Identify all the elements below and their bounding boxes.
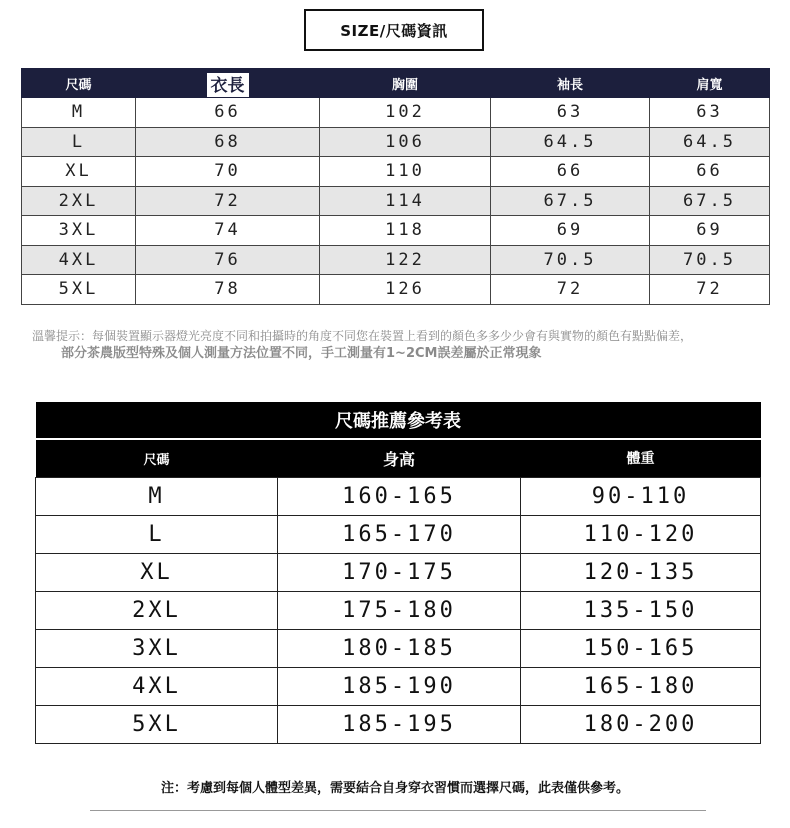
table-cell: 90-110: [521, 477, 761, 515]
table-cell: 70.5: [491, 245, 650, 275]
table-cell: M: [36, 477, 278, 515]
table-row: [36, 553, 761, 591]
table-cell: 4XL: [36, 667, 278, 705]
table-cell: 175-180: [278, 591, 521, 629]
table-row: [36, 629, 761, 667]
table-header-row: [36, 439, 761, 477]
table-cell: 68: [136, 127, 320, 157]
table-cell: 2XL: [36, 591, 278, 629]
table-cell: 102: [320, 98, 491, 128]
table-cell: 78: [136, 275, 320, 305]
table-cell: 66: [491, 157, 650, 187]
table-row: [36, 705, 761, 743]
table-cell: 72: [650, 275, 770, 305]
table-cell: 106: [320, 127, 491, 157]
size-recommendation-table: [35, 402, 761, 744]
header-shoulder: 肩寬: [650, 69, 770, 98]
table-cell: 76: [136, 245, 320, 275]
table-row: [22, 245, 770, 275]
table-row: [36, 477, 761, 515]
table-cell: XL: [22, 157, 136, 187]
table-cell: 66: [650, 157, 770, 187]
table-row: [22, 127, 770, 157]
footnote: 注：考慮到每個人體型差異，需要結合自身穿衣習慣而選擇尺碼，此表僅供參考。: [160, 781, 629, 796]
header-length: [136, 69, 320, 98]
table-cell: 185-195: [278, 705, 521, 743]
divider: [90, 810, 706, 811]
table-cell: 66: [136, 98, 320, 128]
table-cell: 180-200: [521, 705, 761, 743]
table-cell: 150-165: [521, 629, 761, 667]
table-cell: 120-135: [521, 553, 761, 591]
table-cell: 64.5: [650, 127, 770, 157]
table-cell: M: [22, 98, 136, 128]
table-cell: 72: [136, 186, 320, 216]
header-length-label: 衣長: [207, 73, 249, 97]
header-weight: 體重: [626, 451, 655, 468]
table-cell: 72: [491, 275, 650, 305]
table-row: [22, 98, 770, 128]
table-cell: 110: [320, 157, 491, 187]
table-cell: 70.5: [650, 245, 770, 275]
table-cell: 165-170: [278, 515, 521, 553]
table-row: [36, 667, 761, 705]
table-header-row: [22, 69, 770, 98]
table-cell: 63: [650, 98, 770, 128]
table-cell: 165-180: [521, 667, 761, 705]
table-cell: 67.5: [491, 186, 650, 216]
table-cell: 180-185: [278, 629, 521, 667]
table-row: [22, 157, 770, 187]
table-row: [22, 186, 770, 216]
header-size: 尺碼: [143, 452, 170, 468]
table-cell: 110-120: [521, 515, 761, 553]
table-cell: 63: [491, 98, 650, 128]
notice-line-1: 溫馨提示：每個裝置顯示器燈光亮度不同和拍攝時的角度不同您在裝置上看到的顏色多多少少會有與實物的顏色有點點偏差，: [32, 329, 693, 343]
notice-line-2: 部分茶農版型特殊及個人測量方法位置不同，手工測量有1~2CM誤差屬於正常現象: [61, 346, 542, 361]
table-cell: 185-190: [278, 667, 521, 705]
table-cell: L: [22, 127, 136, 157]
table-cell: 5XL: [22, 275, 136, 305]
table-row: [36, 591, 761, 629]
header-height: 身高: [382, 449, 415, 469]
table-row: [36, 515, 761, 553]
table-cell: 160-165: [278, 477, 521, 515]
table-cell: 64.5: [491, 127, 650, 157]
table-cell: 4XL: [22, 245, 136, 275]
page-title: SIZE/尺碼資訊: [304, 9, 484, 51]
table-row: [22, 216, 770, 246]
table-cell: 2XL: [22, 186, 136, 216]
table-cell: 114: [320, 186, 491, 216]
table-cell: L: [36, 515, 278, 553]
table-cell: 3XL: [36, 629, 278, 667]
header-size: 尺碼: [22, 69, 136, 98]
table-cell: 5XL: [36, 705, 278, 743]
table-caption-row: [36, 402, 761, 439]
table-row: [22, 275, 770, 305]
table-cell: 70: [136, 157, 320, 187]
table-cell: 74: [136, 216, 320, 246]
table-cell: 67.5: [650, 186, 770, 216]
notice-text: [32, 327, 772, 363]
table-caption: 尺碼推薦參考表: [36, 402, 761, 439]
header-chest: 胸圍: [320, 69, 491, 98]
table-cell: 126: [320, 275, 491, 305]
table-cell: XL: [36, 553, 278, 591]
table-cell: 3XL: [22, 216, 136, 246]
size-measurement-table: [21, 68, 770, 305]
table-cell: 69: [491, 216, 650, 246]
table-cell: 122: [320, 245, 491, 275]
table-cell: 69: [650, 216, 770, 246]
table-cell: 118: [320, 216, 491, 246]
table-cell: 135-150: [521, 591, 761, 629]
header-sleeve: 袖長: [491, 69, 650, 98]
table-cell: 170-175: [278, 553, 521, 591]
